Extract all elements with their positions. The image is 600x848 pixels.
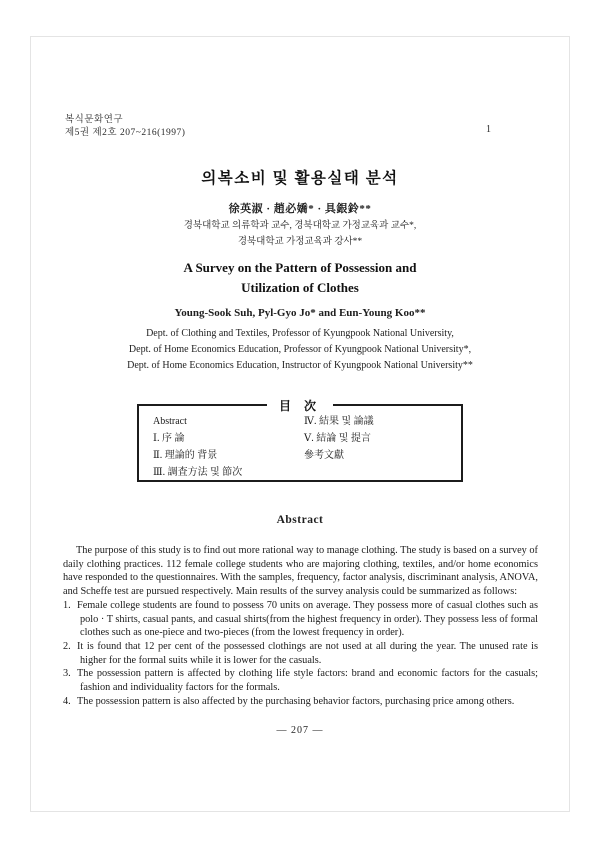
- abstract-heading: Abstract: [276, 514, 324, 526]
- toc-entry: Abstract: [153, 416, 187, 427]
- toc-right-column: [304, 413, 374, 464]
- footer-page-number: — 207 —: [276, 725, 324, 736]
- page-number: 1: [486, 124, 491, 135]
- korean-affiliation-line: 경북대학교 의류학과 교수, 경북대학교 가정교육과 교수*,: [183, 221, 417, 231]
- toc-left-column: [153, 413, 242, 481]
- toc-title: 目 次: [267, 397, 333, 414]
- english-affiliation-line: Dept. of Clothing and Textiles, Professor of Kyungpook National University,: [146, 328, 454, 339]
- english-affiliation-line: Dept. of Home Economics Education, Professor of Kyungpook National University*,: [128, 344, 472, 355]
- korean-authors: 徐英淑 · 趙必嬌* · 具銀鈴**: [228, 203, 372, 215]
- abstract-item: [63, 599, 538, 640]
- item-text: The possession pattern is also affected by the purchasing behavior factors, purchasing price among others.: [77, 695, 515, 707]
- korean-title: 의복소비 및 활용실태 분석: [201, 170, 399, 187]
- item-text: It is found that 12 per cent of the possessed clothings are not used at all during the year. The unused rate is higher for the formal suits while it is lower for the casuals.: [77, 640, 538, 666]
- english-title: [0, 258, 600, 298]
- english-authors: Young-Sook Suh, Pyl-Gyo Jo* and Eun-Young Koo**: [174, 307, 426, 319]
- item-number: 2.: [63, 640, 71, 652]
- item-number: 4.: [63, 695, 71, 707]
- toc-entry: Ⅴ. 結論 및 提言: [304, 433, 371, 444]
- table-of-contents-box: [137, 399, 463, 482]
- abstract-body: [63, 544, 538, 708]
- english-title-line: A Survey on the Pattern of Possession and: [183, 260, 417, 275]
- item-number: 1.: [63, 599, 71, 611]
- abstract-item: [63, 695, 538, 709]
- journal-header: [65, 114, 185, 140]
- toc-entry: Ⅳ. 結果 및 論議: [304, 416, 374, 427]
- journal-issue: 제5권 제2호 207~216(1997): [65, 128, 186, 138]
- english-title-line: Utilization of Clothes: [241, 280, 359, 295]
- toc-entry: 參考文獻: [304, 450, 344, 461]
- toc-entry: Ⅱ. 理論的 背景: [153, 450, 218, 461]
- korean-affiliation-line: 경북대학교 가정교육과 강사**: [237, 237, 363, 247]
- english-affiliation-line: Dept. of Home Economics Education, Instructor of Kyungpook National University**: [127, 360, 473, 371]
- abstract-intro: The purpose of this study is to find out more rational way to manage clothing. The study is based on a survey of daily clothing practices. 112 female college students who are majoring clothing, textiles, and/or home economics have responded to the questionnaires. With the samples, frequency, factor analysis, discriminant analysis, ANOVA, and Scheffe test are pursued respectively. Main results of the survey analysis could be summarized as follows:: [63, 545, 538, 598]
- journal-name: 복식문화연구: [65, 115, 124, 125]
- korean-affiliations: [0, 218, 600, 250]
- abstract-item: [63, 667, 538, 694]
- abstract-item: [63, 640, 538, 667]
- toc-entry: Ⅲ. 調査方法 및 節次: [153, 467, 243, 478]
- item-text: The possession pattern is affected by clothing life style factors: brand and economic factors for the casuals; fashion and individuality factors for the formals.: [77, 668, 538, 694]
- english-affiliations: [0, 326, 600, 374]
- item-text: Female college students are found to possess 70 units on average. They possess more of casual clothes such as polo · T shirts, casual pants, and casual shirts(from the highest frequency in order). They possess less of formal clothes such as one-piece and two-pieces (from the lowest frequency in order).: [77, 599, 538, 639]
- item-number: 3.: [63, 668, 71, 680]
- toc-entry: Ⅰ. 序 論: [153, 433, 185, 444]
